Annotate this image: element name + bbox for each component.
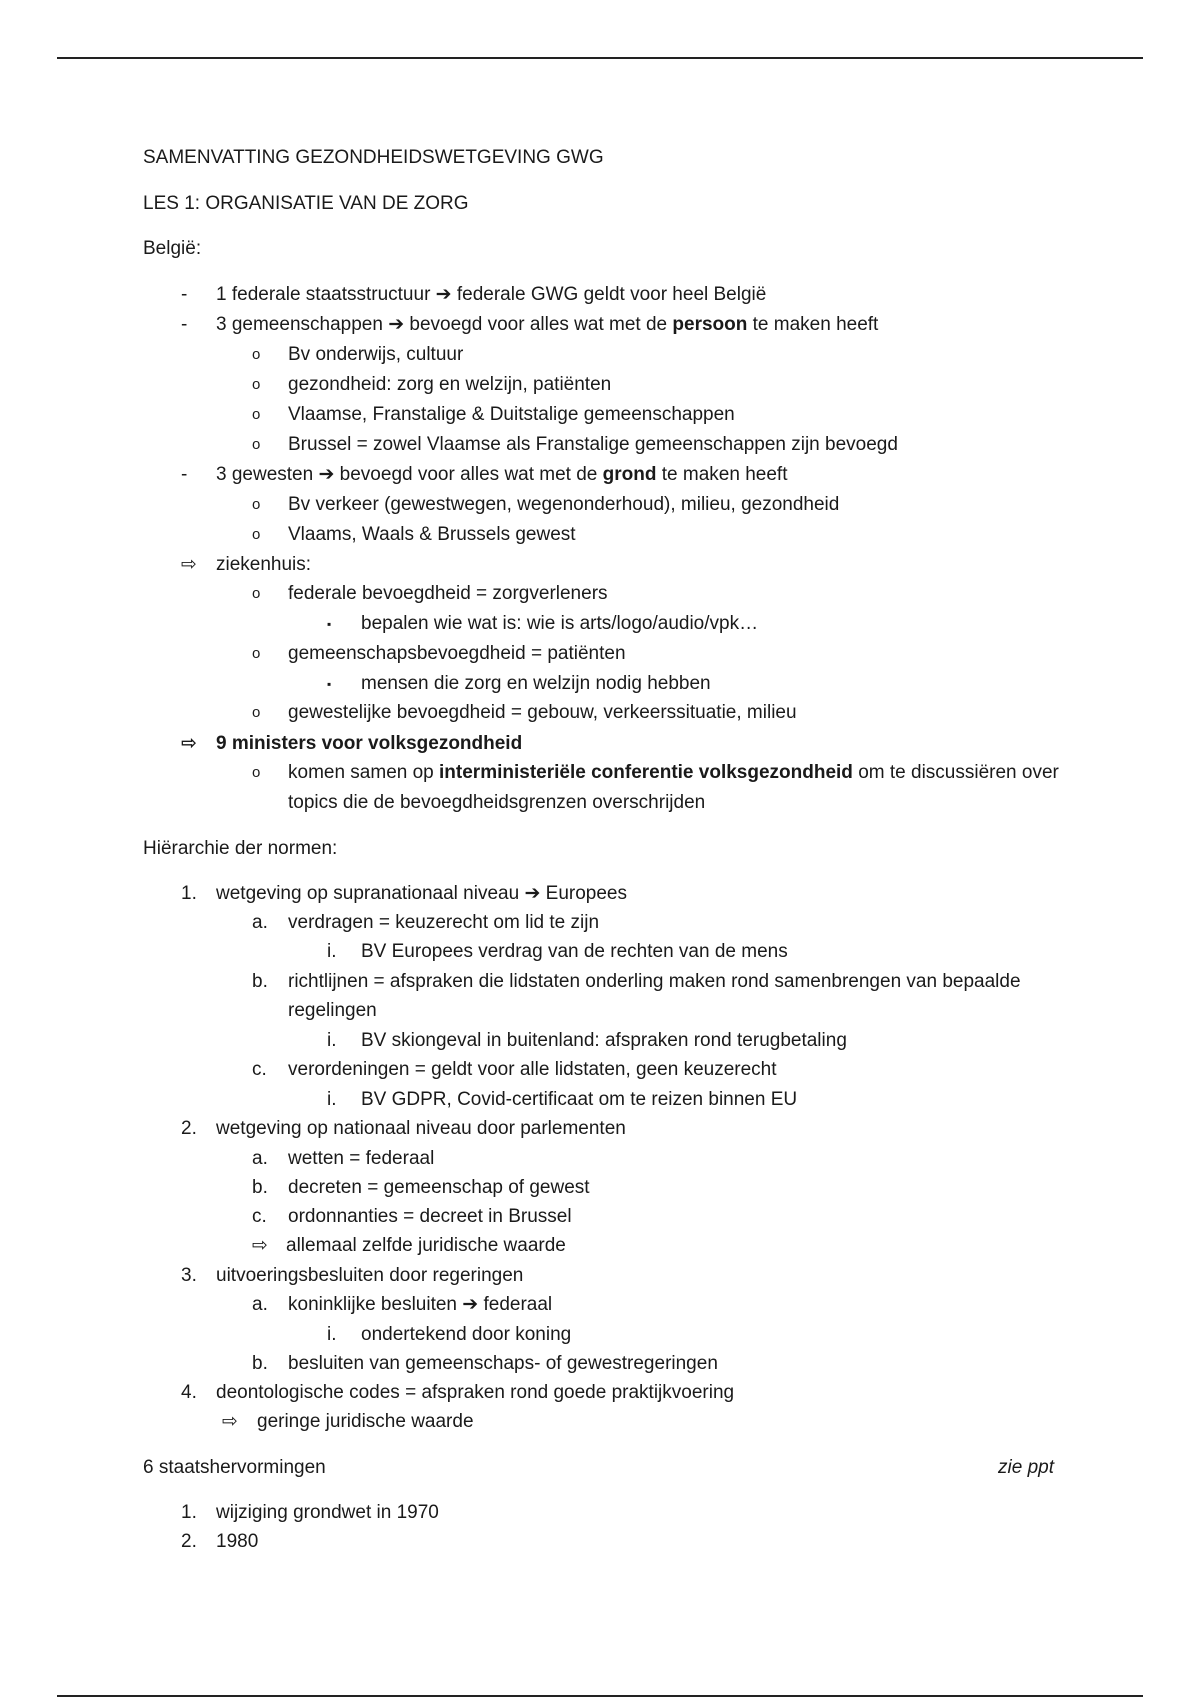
list-item: BV skiongeval in buitenland: afspraken rond terugbetaling	[361, 1030, 847, 1051]
list-item: koninklijke besluiten ➔ federaal	[288, 1294, 553, 1315]
list-item: BV GDPR, Covid-certificaat om te reizen binnen EU	[361, 1089, 798, 1110]
dash-bullet: -	[181, 464, 188, 485]
letter-marker: a.	[252, 1294, 268, 1315]
circle-bullet: o	[252, 526, 261, 543]
list-item: wetgeving op supranationaal niveau ➔ Europees	[216, 883, 627, 904]
list-item: wetten = federaal	[288, 1148, 435, 1169]
list-item: besluiten van gemeenschaps- of gewestregeringen	[288, 1353, 718, 1374]
list-item: mensen die zorg en welzijn nodig hebben	[361, 673, 711, 694]
list-item: decreten = gemeenschap of gewest	[288, 1177, 590, 1198]
list-item: komen samen op interministeriële conferentie volksgezondheid om te discussiëren over	[288, 762, 1059, 783]
list-item: 1 federale staatsstructuur ➔ federale GWG geldt voor heel België	[216, 284, 767, 305]
list-item: ziekenhuis:	[216, 554, 312, 575]
footer-rule	[57, 1695, 1143, 1697]
circle-bullet: o	[252, 764, 261, 781]
list-item: federale bevoegdheid = zorgverleners	[288, 583, 608, 604]
number-marker: 1.	[181, 883, 197, 904]
document-title: SAMENVATTING GEZONDHEIDSWETGEVING GWG	[143, 147, 604, 168]
arrow-right-icon: ➔	[318, 464, 335, 485]
square-bullet: ▪	[327, 677, 332, 691]
list-item: gemeenschapsbevoegdheid = patiënten	[288, 643, 626, 664]
letter-marker: c.	[252, 1206, 267, 1227]
list-item: Vlaams, Waals & Brussels gewest	[288, 524, 576, 545]
list-item: allemaal zelfde juridische waarde	[286, 1235, 566, 1256]
dash-bullet: -	[181, 284, 188, 305]
roman-marker: i.	[327, 941, 337, 962]
arrow-outline-icon: ⇨	[222, 1411, 238, 1432]
section-staatshervormingen-heading: 6 staatshervormingen	[143, 1457, 326, 1478]
arrow-right-icon: ➔	[435, 284, 452, 305]
letter-marker: b.	[252, 1177, 268, 1198]
list-item: ordonnanties = decreet in Brussel	[288, 1206, 572, 1227]
list-item: verdragen = keuzerecht om lid te zijn	[288, 912, 600, 933]
note-text: zie ppt	[998, 1457, 1054, 1478]
circle-bullet: o	[252, 704, 261, 721]
number-marker: 2.	[181, 1531, 197, 1552]
circle-bullet: o	[252, 346, 261, 363]
list-item-continuation: regelingen	[288, 1000, 377, 1021]
list-item: wetgeving op nationaal niveau door parlementen	[216, 1118, 626, 1139]
list-item: 9 ministers voor volksgezondheid	[216, 733, 523, 754]
letter-marker: a.	[252, 912, 268, 933]
list-item: wijziging grondwet in 1970	[216, 1502, 439, 1523]
list-item: verordeningen = geldt voor alle lidstaten, geen keuzerecht	[288, 1059, 777, 1080]
list-item: uitvoeringsbesluiten door regeringen	[216, 1265, 524, 1286]
list-item: Brussel = zowel Vlaamse als Franstalige gemeenschappen zijn bevoegd	[288, 434, 898, 455]
dash-bullet: -	[181, 314, 188, 335]
arrow-right-icon: ➔	[524, 883, 541, 904]
list-item: ondertekend door koning	[361, 1324, 572, 1345]
list-item: 3 gewesten ➔ bevoegd voor alles wat met de grond te maken heeft	[216, 464, 788, 485]
list-item: Vlaamse, Franstalige & Duitstalige gemeenschappen	[288, 404, 735, 425]
arrow-outline-icon: ⇨	[252, 1235, 268, 1256]
list-item-continuation: topics die de bevoegdheidsgrenzen overschrijden	[288, 792, 706, 813]
letter-marker: b.	[252, 971, 268, 992]
list-item: geringe juridische waarde	[257, 1411, 474, 1432]
number-marker: 2.	[181, 1118, 197, 1139]
section-hierarchy-heading: Hiërarchie der normen:	[143, 838, 338, 859]
list-item: BV Europees verdrag van de rechten van de mens	[361, 941, 788, 962]
letter-marker: b.	[252, 1353, 268, 1374]
roman-marker: i.	[327, 1089, 337, 1110]
square-bullet: ▪	[327, 617, 332, 631]
circle-bullet: o	[252, 585, 261, 602]
number-marker: 1.	[181, 1502, 197, 1523]
lesson-title: LES 1: ORGANISATIE VAN DE ZORG	[143, 193, 469, 214]
arrow-outline-icon: ⇨	[181, 733, 197, 754]
list-item: gezondheid: zorg en welzijn, patiënten	[288, 374, 612, 395]
list-item: Bv verkeer (gewestwegen, wegenonderhoud), milieu, gezondheid	[288, 494, 840, 515]
roman-marker: i.	[327, 1030, 337, 1051]
circle-bullet: o	[252, 376, 261, 393]
number-marker: 3.	[181, 1265, 197, 1286]
list-item: Bv onderwijs, cultuur	[288, 344, 464, 365]
list-item: richtlijnen = afspraken die lidstaten onderling maken rond samenbrengen van bepaalde	[288, 971, 1021, 992]
list-item: bepalen wie wat is: wie is arts/logo/audio/vpk…	[361, 613, 759, 634]
arrow-outline-icon: ⇨	[181, 554, 197, 575]
circle-bullet: o	[252, 406, 261, 423]
letter-marker: c.	[252, 1059, 267, 1080]
section-belgie-heading: België:	[143, 238, 202, 259]
circle-bullet: o	[252, 645, 261, 662]
list-item: 1980	[216, 1531, 259, 1552]
letter-marker: a.	[252, 1148, 268, 1169]
list-item: deontologische codes = afspraken rond goede praktijkvoering	[216, 1382, 735, 1403]
arrow-right-icon: ➔	[462, 1294, 479, 1315]
circle-bullet: o	[252, 496, 261, 513]
roman-marker: i.	[327, 1324, 337, 1345]
number-marker: 4.	[181, 1382, 197, 1403]
list-item: gewestelijke bevoegdheid = gebouw, verkeerssituatie, milieu	[288, 702, 797, 723]
circle-bullet: o	[252, 436, 261, 453]
list-item: 3 gemeenschappen ➔ bevoegd voor alles wat met de persoon te maken heeft	[216, 314, 879, 335]
header-rule	[57, 57, 1143, 59]
arrow-right-icon: ➔	[388, 314, 405, 335]
